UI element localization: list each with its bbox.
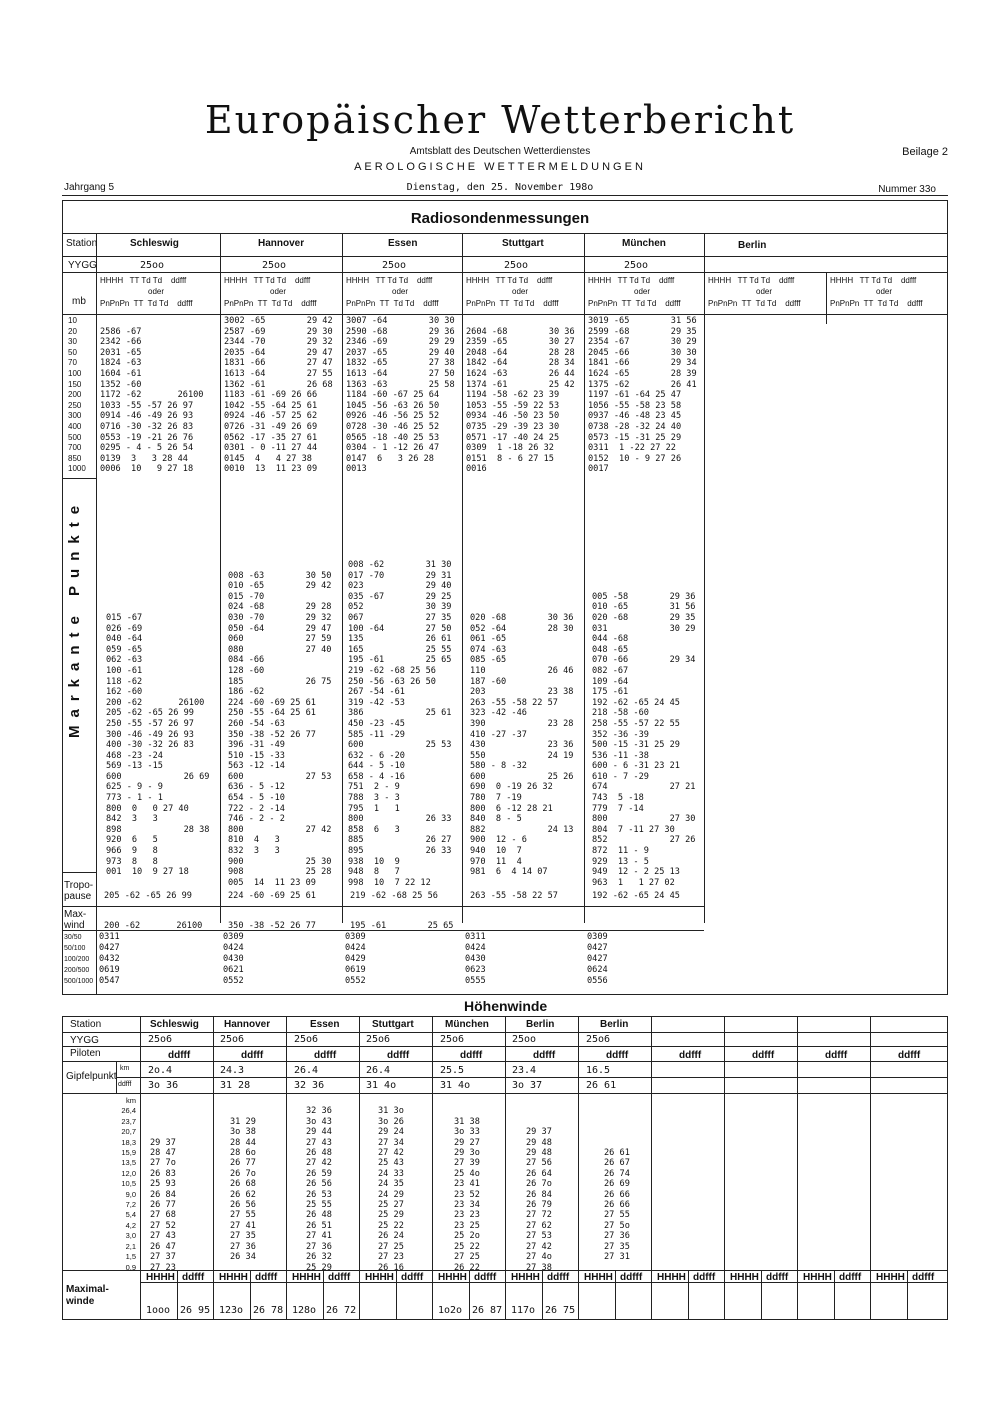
winds-muenchen: 31 38 3o 33 29 27 29 3o 27 39 25 4o 23 41 23 52 23 34 23 23 23 25 25 2o 25 22 27 25 26 22: [454, 1116, 480, 1273]
col-header-top: HHHH TT Td Td ddfff: [708, 276, 795, 285]
col-header-bottom: PnPnPn TT Td Td ddfff: [830, 299, 923, 308]
hw-station: Essen: [310, 1019, 340, 1030]
col-header-bottom: PnPnPn TT Td Td ddfff: [466, 299, 559, 308]
maximal-ddfff-head: ddfff: [693, 1272, 716, 1283]
shear-essen: 0309 0424 0429 0619 0552: [345, 932, 366, 986]
winds-berlin-b: 26 61 26 67 26 74 26 69 26 66 26 66 27 55 27 5o 27 36 27 35 27 31: [604, 1148, 630, 1263]
hw-yygg: 25o6: [148, 1034, 173, 1045]
col-header-oder: oder: [756, 287, 773, 296]
grid-line: [62, 1032, 948, 1033]
maximal-ddfff-head: ddfff: [255, 1272, 278, 1283]
ddfff-head: ddfff: [314, 1050, 337, 1061]
winds-hannover: 31 29 3o 38 28 44 28 6o 26 77 26 7o 26 68 26 62 26 56 27 55 27 41 27 35 27 36 26 34: [230, 1116, 256, 1263]
ddfff-head: ddfff: [606, 1050, 629, 1061]
tropopause-value: 192 -62 -65 24 45: [592, 891, 680, 901]
col-header-oder: oder: [876, 287, 893, 296]
maximal-hhhh-head: HHHH: [365, 1272, 394, 1283]
shear-schleswig: 0311 0427 0432 0619 0547: [99, 932, 120, 986]
col-header-top: HHHH TT Td Td ddfff: [100, 276, 187, 285]
std-levels-muenchen: 3019 -65 31 56 2599 -68 29 35 2354 -67 30 29 2045 -66 30 30 1841 -66 29 34 1624 -65 28 39 1375 -62 26 41 1197 -61 -64 25 47 1056 -55 -58 23 58 0937 -46 -48 23 45 0738 -28 -32 24 40 0573 -15 -31 25 29 0311 1 -22 27 22 0152 10 - 9 27 26 0017: [588, 316, 697, 475]
section-title: AEROLOGISCHE WETTERMELDUNGEN: [354, 161, 646, 173]
hw-yygg: 25o6: [440, 1034, 465, 1045]
col-header-bottom: PnPnPn TT Td Td ddfff: [588, 299, 681, 308]
col-header-top: HHHH TT Td Td ddfff: [588, 276, 675, 285]
pressure-levels: 10 20 30 50 70 100 150 200 250 300 400 500 700 850 1000: [68, 316, 86, 474]
yygg-value: 25oo: [504, 260, 529, 271]
yygg-label: YYGG: [68, 260, 97, 271]
ddfff-head: ddfff: [752, 1050, 775, 1061]
hw-yygg-label: YYGG: [70, 1035, 99, 1046]
ddfff-head: ddfff: [679, 1050, 702, 1061]
col-header-oder: oder: [512, 287, 529, 296]
gipfel-km: 2o.4: [148, 1065, 173, 1076]
maximal-ddfff-head: ddfff: [182, 1272, 205, 1283]
hoehenwinde-heading: Höhenwinde: [464, 998, 548, 1014]
gipfel-km-unit: km: [120, 1065, 130, 1072]
grid-line: [177, 1270, 178, 1320]
ddfff-head: ddfff: [825, 1050, 848, 1061]
maximal-ddfff: 26 95: [180, 1305, 211, 1316]
maximal-hhhh-head: HHHH: [584, 1272, 613, 1283]
marked-points-muenchen: 005 -58 29 36 010 -65 31 56 020 -68 29 35 031 30 29 044 -68 048 -65 070 -66 29 34 082 -67 109 -64 175 -61 192 -62 -65 24 45 218 -58 -60 258 -55 -57 22 55 352 -36 -39 500 -15 -31 25 29 536 -11 -38 600 - 6 -31 23 21 610 - 7 -29 674 27 21 743 5 -18 779 7 -14 800 27 30 804 7 -11 27 30 852 27 26 872 11 - 9 929 13 - 5 949 12 - 2 25 13 963 1 1 27 02: [592, 591, 696, 888]
mb-label: mb: [72, 296, 86, 307]
col-header-oder: oder: [270, 287, 287, 296]
std-levels-hannover: 3002 -65 29 42 2587 -69 29 30 2344 -70 29 32 2035 -64 29 47 1831 -66 27 47 1613 -64 27 55 1362 -61 26 68 1183 -61 -69 26 66 1042 -55 -64 25 61 0924 -46 -57 25 62 0726 -31 -49 26 69 0562 -17 -35 27 61 0301 - 0 -11 27 44 0145 4 4 27 38 0010 13 11 23 09: [224, 316, 333, 475]
km-levels: km 26,4 23,7 20,7 18,3 15,9 13,5 12,0 10,5 9,0 7,2 5,4 4,2 3,0 2,1 1,5 0,9: [121, 1096, 136, 1272]
gipfel-km: 26.4: [294, 1065, 319, 1076]
grid-line: [62, 256, 948, 257]
gipfel-dd: 3o 37: [512, 1080, 543, 1091]
shear-hannover: 0309 0424 0430 0621 0552: [223, 932, 244, 986]
maximal-hhhh-head: HHHH: [730, 1272, 759, 1283]
hw-yygg: 25o6: [220, 1034, 245, 1045]
maximal-ddfff-head: ddfff: [839, 1272, 862, 1283]
grid-line: [62, 1270, 948, 1271]
winds-schleswig: 29 37 28 47 27 7o 26 83 25 93 26 84 26 77 27 68 27 52 27 43 26 47 27 37 27 23: [150, 1137, 176, 1273]
grid-line: [462, 233, 463, 923]
ddfff-head: ddfff: [168, 1050, 191, 1061]
maximal-hhhh-head: HHHH: [876, 1272, 905, 1283]
hw-yygg: 25o6: [294, 1034, 319, 1045]
winds-essen: 32 36 3o 43 29 44 27 43 26 48 27 42 26 59 26 56 26 53 25 55 26 48 26 51 27 41 27 36 26 32 25 29: [306, 1106, 332, 1273]
grid-line: [323, 1270, 324, 1320]
grid-line: [220, 233, 221, 923]
gipfel-km: 25.5: [440, 1065, 465, 1076]
gipfel-dd: 31 4o: [440, 1080, 471, 1091]
maximal-hhhh-head: HHHH: [292, 1272, 321, 1283]
maximal-label: Maximal- winde: [66, 1284, 109, 1307]
maximal-hhhh: 123o: [219, 1305, 244, 1316]
tropopause-value: 263 -55 -58 22 57: [470, 891, 558, 901]
maximal-hhhh: 117o: [511, 1305, 536, 1316]
grid-line: [704, 233, 705, 923]
grid-line: [615, 1270, 616, 1320]
tropopause-value: 219 -62 -68 25 56: [350, 891, 438, 901]
grid-line: [62, 272, 948, 273]
station-muenchen: München: [622, 238, 666, 249]
grid-line: [62, 478, 96, 479]
station-stuttgart: Stuttgart: [502, 238, 544, 249]
maximal-ddfff-head: ddfff: [328, 1272, 351, 1283]
yygg-value: 25oo: [140, 260, 165, 271]
maximal-ddfff: 26 87: [472, 1305, 503, 1316]
marked-points-stuttgart: 020 -68 30 36 052 -64 28 30 061 -65 074 -63 085 -65 110 26 46 187 -60 203 23 38 263 -55 -58 22 57 323 -42 -46 390 23 28 410 -27 -37 430 23 36 550 24 19 580 - 8 -32 600 25 26 690 0 -19 26 32 780 7 -19 800 6 -12 28 21 840 8 - 5 882 24 13 900 12 - 6 940 10 7 970 11 4 981 6 4 14 07: [470, 612, 574, 878]
grid-line: [62, 872, 96, 873]
grid-line: [469, 1270, 470, 1320]
ddfff-head: ddfff: [898, 1050, 921, 1061]
hw-yygg: 25oo: [512, 1034, 537, 1045]
grid-line: [62, 1093, 948, 1094]
publisher-subtitle: Amtsblatt des Deutschen Wetterdienstes: [409, 146, 591, 157]
page-title: Europäischer Wetterbericht: [204, 98, 796, 142]
col-header-oder: oder: [392, 287, 409, 296]
header-rule: [62, 195, 948, 196]
hw-yygg: 25o6: [366, 1034, 391, 1045]
station-label: Station: [66, 238, 98, 249]
col-header-oder: oder: [634, 287, 651, 296]
maximal-ddfff-head: ddfff: [401, 1272, 424, 1283]
grid-line: [342, 233, 343, 923]
maxwind-label: Max- wind: [64, 909, 87, 931]
marked-points-essen: 008 -62 31 30 017 -70 29 31 023 29 40 035 -67 29 25 052 30 39 067 27 35 100 -64 27 50 135 26 61 165 25 55 195 -61 25 65 219 -62 -68 25 56 250 -56 -63 26 50 267 -54 -61 319 -42 -53 386 25 61 450 -23 -45 585 -11 -29 600 25 53 632 - 6 -20 644 - 5 -10 658 - 4 -16 751 2 - 9 788 3 - 3 795 1 1 800 26 33 858 6 3 885 26 27 895 26 33 938 10 9 948 8 7 998 10 7 22 12: [348, 560, 452, 888]
grid-line: [62, 1061, 948, 1062]
col-header-oder: oder: [148, 287, 165, 296]
gipfel-km: 16.5: [586, 1065, 611, 1076]
col-header-top: HHHH TT Td Td ddfff: [466, 276, 553, 285]
station-essen: Essen: [388, 238, 418, 249]
col-header-bottom: PnPnPn TT Td Td ddfff: [346, 299, 439, 308]
ddfff-head: ddfff: [533, 1050, 556, 1061]
issue-date: Dienstag, den 25. November 198o: [406, 182, 594, 193]
maximal-ddfff-head: ddfff: [620, 1272, 643, 1283]
winds-stuttgart: 31 3o 3o 26 29 24 27 34 27 42 25 43 24 33 24 35 24 29 25 27 25 29 25 22 26 24 27 25 27 23 26 16: [378, 1106, 404, 1273]
col-header-top: HHHH TT Td Td ddfff: [346, 276, 433, 285]
maximal-hhhh-head: HHHH: [438, 1272, 467, 1283]
winds-berlin-a: 29 37 29 48 29 48 27 56 26 64 26 7o 26 84 26 79 27 72 27 62 27 53 27 42 27 4o 27 38: [526, 1127, 552, 1273]
grid-line: [584, 233, 585, 923]
maximal-ddfff-head: ddfff: [547, 1272, 570, 1283]
ddfff-head: ddfff: [387, 1050, 410, 1061]
col-header-top: HHHH TT Td Td ddfff: [224, 276, 311, 285]
grid-line: [826, 272, 827, 324]
station-schleswig: Schleswig: [130, 238, 179, 249]
std-levels-stuttgart: 2604 -68 30 36 2359 -65 30 27 2048 -64 28 28 1842 -64 28 34 1624 -63 26 44 1374 -61 25 42 1194 -58 -62 23 39 1053 -55 -59 22 53 0934 -46 -50 23 50 0735 -29 -39 23 30 0571 -17 -40 24 25 0309 1 -18 26 32 0151 8 - 6 27 15 0016: [466, 326, 575, 475]
station-hannover: Hannover: [258, 238, 305, 249]
yygg-value: 25oo: [382, 260, 407, 271]
radiosonde-heading: Radiosondenmessungen: [410, 210, 590, 227]
maximal-ddfff-head: ddfff: [912, 1272, 935, 1283]
yygg-value: 25oo: [624, 260, 649, 271]
gipfel-label: Gipfelpunkt: [66, 1071, 117, 1082]
col-header-bottom: PnPnPn TT Td Td ddfff: [100, 299, 193, 308]
maximal-hhhh: 1o2o: [438, 1305, 463, 1316]
col-header-bottom: PnPnPn TT Td Td ddfff: [224, 299, 317, 308]
shear-stuttgart: 0311 0424 0430 0623 0555: [465, 932, 486, 986]
yygg-value: 25oo: [262, 260, 287, 271]
issue-number: Nummer 33o: [878, 184, 936, 195]
grid-line: [907, 1270, 908, 1320]
hw-station: München: [445, 1019, 489, 1030]
maximal-hhhh: 128o: [292, 1305, 317, 1316]
maximal-hhhh: 1ooo: [146, 1305, 171, 1316]
marked-points-hannover: 008 -63 30 50 010 -65 29 42 015 -70 024 -68 29 28 030 -70 29 32 050 -64 29 47 060 27 59 080 27 40 084 -66 128 -60 185 26 75 186 -62 224 -60 -69 25 61 250 -55 -64 25 61 260 -54 -63 350 -38 -52 26 77 396 -31 -49 510 -15 -33 563 -12 -14 600 27 53 636 - 5 -12 654 - 5 -10 722 - 2 -14 746 - 2 - 2 800 27 42 810 4 3 832 3 3 900 25 30 908 25 28 005 14 11 23 09: [228, 570, 332, 888]
gipfel-dd: 26 61: [586, 1080, 617, 1091]
ddfff-head: ddfff: [460, 1050, 483, 1061]
grid-line: [250, 1270, 251, 1320]
maximal-ddfff-head: ddfff: [766, 1272, 789, 1283]
jahrgang-label: Jahrgang 5: [64, 182, 115, 193]
hw-station: Berlin: [600, 1019, 629, 1030]
station-berlin: Berlin: [738, 240, 767, 251]
grid-line: [834, 1270, 835, 1320]
maximal-ddfff: 26 72: [326, 1305, 357, 1316]
maximal-hhhh-head: HHHH: [803, 1272, 832, 1283]
marked-points-label: Markante Punkte: [66, 497, 83, 738]
maximal-hhhh-head: HHHH: [219, 1272, 248, 1283]
grid-line: [62, 314, 948, 315]
maximal-hhhh-head: HHHH: [657, 1272, 686, 1283]
maximal-ddfff: 26 75: [545, 1305, 576, 1316]
shear-muenchen: 0309 0427 0427 0624 0556: [587, 932, 608, 986]
maximal-ddfff-head: ddfff: [474, 1272, 497, 1283]
grid-line: [116, 1077, 948, 1078]
gipfel-dd: 3o 36: [148, 1080, 179, 1091]
gipfel-dd: 31 28: [220, 1080, 251, 1091]
std-levels-schleswig: 2586 -67 2342 -66 2031 -65 1824 -63 1604 -61 1352 -60 1172 -62 26100 1033 -55 -57 26 97 0914 -46 -49 26 93 0716 -30 -32 26 83 0553 -19 -21 26 76 0295 - 4 - 5 26 54 0139 3 3 28 44 0006 10 9 27 18: [100, 326, 204, 475]
tropopause-value: 205 -62 -65 26 99: [104, 891, 192, 901]
hw-yygg: 25o6: [586, 1034, 611, 1045]
grid-line: [542, 1270, 543, 1320]
piloten-label: Piloten: [70, 1048, 101, 1059]
grid-line: [62, 1046, 948, 1047]
hw-station: Hannover: [224, 1019, 271, 1030]
hw-station-label: Station: [70, 1019, 102, 1030]
tropopause-value: 224 -60 -69 25 61: [228, 891, 316, 901]
gipfel-dd: 31 4o: [366, 1080, 397, 1091]
maximal-hhhh-head: HHHH: [511, 1272, 540, 1283]
hw-station: Stuttgart: [372, 1019, 414, 1030]
grid-line: [62, 906, 704, 907]
hw-station: Berlin: [526, 1019, 555, 1030]
grid-line: [761, 1270, 762, 1320]
col-header-bottom: PnPnPn TT Td Td ddfff: [708, 299, 801, 308]
maxwind-value: 350 -38 -52 26 77: [228, 921, 316, 931]
maxwind-value: 195 -61 25 65: [350, 921, 454, 931]
marked-points-schleswig: 015 -67 026 -69 040 -64 059 -65 062 -63 100 -61 118 -62 162 -60 200 -62 26100 205 -62 -65 26 99 250 -55 -57 26 97 300 -46 -49 26 93 400 -30 -32 26 83 468 -23 -24 569 -13 -15 600 26 69 625 - 9 - 9 773 - 1 - 1 800 0 0 27 40 842 3 3 898 28 38 920 6 5 966 9 8 973 8 8 001 10 9 27 18: [106, 612, 210, 878]
std-levels-essen: 3007 -64 30 30 2590 -68 29 36 2346 -69 29 29 2037 -65 29 40 1832 -65 27 38 1613 -64 27 50 1363 -63 25 58 1184 -60 -67 25 64 1045 -56 -63 26 50 0926 -46 -56 25 52 0728 -30 -46 25 52 0565 -18 -40 25 53 0304 - 1 -12 26 47 0147 6 3 26 28 0013: [346, 316, 455, 475]
gipfel-km: 24.3: [220, 1065, 245, 1076]
gipfel-dd-unit: ddfff: [118, 1081, 132, 1088]
grid-line: [62, 233, 948, 234]
grid-line: [396, 1270, 397, 1320]
beilage-label: Beilage 2: [902, 146, 948, 158]
maximal-ddfff: 26 78: [253, 1305, 284, 1316]
maxwind-value: 200 -62 26100: [104, 921, 203, 931]
shear-labels: 30/50 50/100 100/200 200/500 500/1000: [64, 934, 94, 985]
ddfff-head: ddfff: [241, 1050, 264, 1061]
col-header-top: HHHH TT Td Td ddfff: [830, 276, 917, 285]
tropopause-label: Tropo- pause: [64, 880, 94, 902]
gipfel-km: 26.4: [366, 1065, 391, 1076]
gipfel-dd: 32 36: [294, 1080, 325, 1091]
hw-station: Schleswig: [150, 1019, 199, 1030]
grid-line: [96, 233, 97, 995]
grid-line: [688, 1270, 689, 1320]
maximal-hhhh-head: HHHH: [146, 1272, 175, 1283]
gipfel-km: 23.4: [512, 1065, 537, 1076]
